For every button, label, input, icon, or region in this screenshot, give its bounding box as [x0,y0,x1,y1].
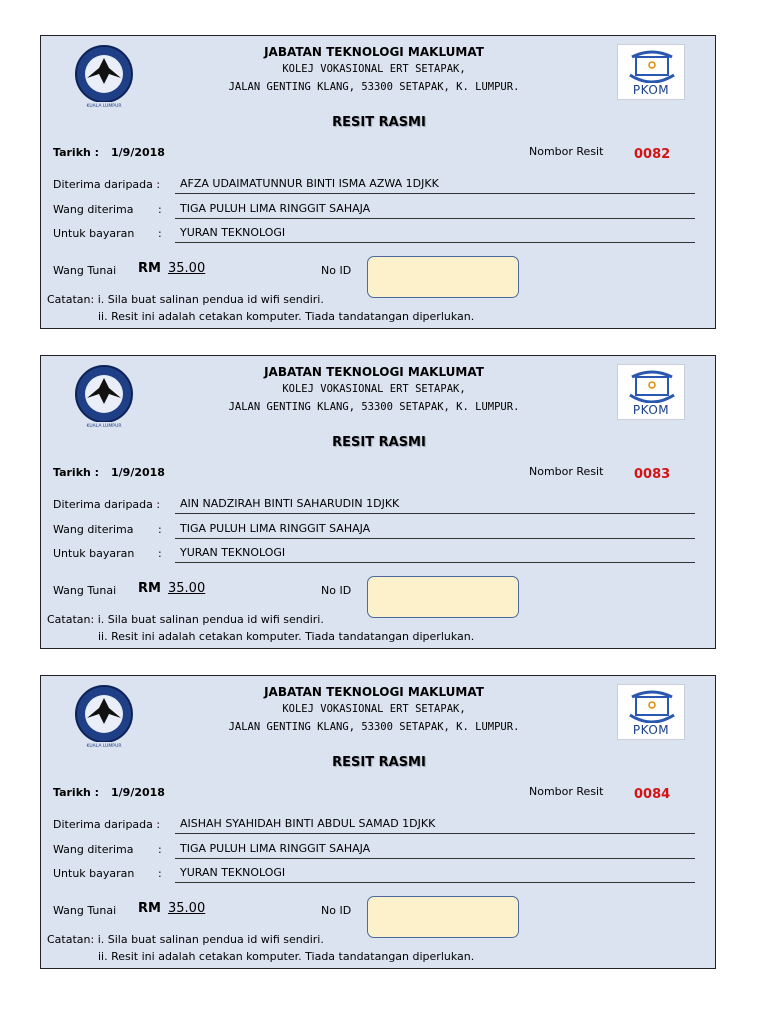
svg-text:KUALA LUMPUR: KUALA LUMPUR [86,104,122,109]
college-logo [73,44,135,110]
purpose-value: YURAN TEKNOLOGI [175,226,695,243]
pkom-logo [617,684,685,740]
college-address: JALAN GENTING KLANG, 53300 SETAPAK, K. LUMPUR. [228,721,520,733]
receipt-no-value: 0084 [634,787,671,802]
purpose-label: Untuk bayaran [53,547,135,560]
pkom-logo [617,364,685,420]
college-logo [73,364,135,430]
monitor-icon [626,49,678,83]
received-from-value: AIN NADZIRAH BINTI SAHARUDIN 1DJKK [175,497,695,514]
receipt-no-label: Nombor Resit [529,785,604,798]
college-address: JALAN GENTING KLANG, 53300 SETAPAK, K. LUMPUR. [228,401,520,413]
date-label: Tarikh : [53,146,100,159]
purpose-colon: : [158,227,162,240]
date-value: 1/9/2018 [111,466,165,479]
pkom-logo [617,44,685,100]
note-2: ii. Resit ini adalah cetakan komputer. Tiada tandatangan diperlukan. [98,310,475,323]
college-logo [73,684,135,750]
received-from-label: Diterima daripada : [53,178,161,191]
currency-label: RM [138,581,161,596]
amount-value: 35.00 [168,901,206,916]
id-label: No ID [321,904,352,917]
currency-label: RM [138,261,161,276]
received-from-value: AFZA UDAIMATUNNUR BINTI ISMA AZWA 1DJKK [175,177,695,194]
amount-words-colon: : [158,523,162,536]
purpose-label: Untuk bayaran [53,867,135,880]
received-from-value: AISHAH SYAHIDAH BINTI ABDUL SAMAD 1DJKK [175,817,695,834]
date-label: Tarikh : [53,786,100,799]
amount-words-colon: : [158,843,162,856]
college-name: KOLEJ VOKASIONAL ERT SETAPAK, [282,703,466,715]
amount-value: 35.00 [168,261,206,276]
receipt-card [40,675,716,969]
id-label: No ID [321,264,352,277]
date-label: Tarikh : [53,466,100,479]
received-from-label: Diterima daripada : [53,818,161,831]
cash-label: Wang Tunai [53,584,117,597]
amount-words-colon: : [158,203,162,216]
monitor-icon [626,369,678,403]
purpose-label: Untuk bayaran [53,227,135,240]
purpose-value: YURAN TEKNOLOGI [175,546,695,563]
receipt-no-label: Nombor Resit [529,465,604,478]
purpose-colon: : [158,547,162,560]
currency-label: RM [138,901,161,916]
note-2: ii. Resit ini adalah cetakan komputer. Tiada tandatangan diperlukan. [98,950,475,963]
receipt-no-label: Nombor Resit [529,145,604,158]
receipt-title: RESIT RASMI [332,755,426,770]
purpose-value: YURAN TEKNOLOGI [175,866,695,883]
receipt-no-value: 0083 [634,467,671,482]
department-name: JABATAN TEKNOLOGI MAKLUMAT [264,45,484,59]
date-value: 1/9/2018 [111,786,165,799]
note-1: Catatan: i. Sila buat salinan pendua id wifi sendiri. [47,613,324,626]
note-1: Catatan: i. Sila buat salinan pendua id wifi sendiri. [47,933,324,946]
amount-words-label: Wang diterima [53,843,134,856]
monitor-icon [626,689,678,723]
note-1: Catatan: i. Sila buat salinan pendua id wifi sendiri. [47,293,324,306]
amount-words-value: TIGA PULUH LIMA RINGGIT SAHAJA [175,522,695,539]
purpose-colon: : [158,867,162,880]
amount-value: 35.00 [168,581,206,596]
amount-words-label: Wang diterima [53,523,134,536]
received-from-label: Diterima daripada : [53,498,161,511]
amount-words-label: Wang diterima [53,203,134,216]
amount-words-value: TIGA PULUH LIMA RINGGIT SAHAJA [175,202,695,219]
receipt-no-value: 0082 [634,147,671,162]
pkom-label: PKOM [632,723,670,737]
svg-text:KUALA LUMPUR: KUALA LUMPUR [86,424,122,429]
pkom-label: PKOM [632,83,670,97]
id-box [367,576,519,618]
department-name: JABATAN TEKNOLOGI MAKLUMAT [264,685,484,699]
college-name: KOLEJ VOKASIONAL ERT SETAPAK, [282,63,466,75]
id-label: No ID [321,584,352,597]
cash-label: Wang Tunai [53,264,117,277]
amount-words-value: TIGA PULUH LIMA RINGGIT SAHAJA [175,842,695,859]
note-2: ii. Resit ini adalah cetakan komputer. Tiada tandatangan diperlukan. [98,630,475,643]
receipt-title: RESIT RASMI [332,115,426,130]
college-address: JALAN GENTING KLANG, 53300 SETAPAK, K. LUMPUR. [228,81,520,93]
receipt-card [40,355,716,649]
svg-text:KUALA LUMPUR: KUALA LUMPUR [86,744,122,749]
id-box [367,896,519,938]
receipt-card [40,35,716,329]
college-name: KOLEJ VOKASIONAL ERT SETAPAK, [282,383,466,395]
department-name: JABATAN TEKNOLOGI MAKLUMAT [264,365,484,379]
receipt-title: RESIT RASMI [332,435,426,450]
cash-label: Wang Tunai [53,904,117,917]
pkom-label: PKOM [632,403,670,417]
id-box [367,256,519,298]
date-value: 1/9/2018 [111,146,165,159]
